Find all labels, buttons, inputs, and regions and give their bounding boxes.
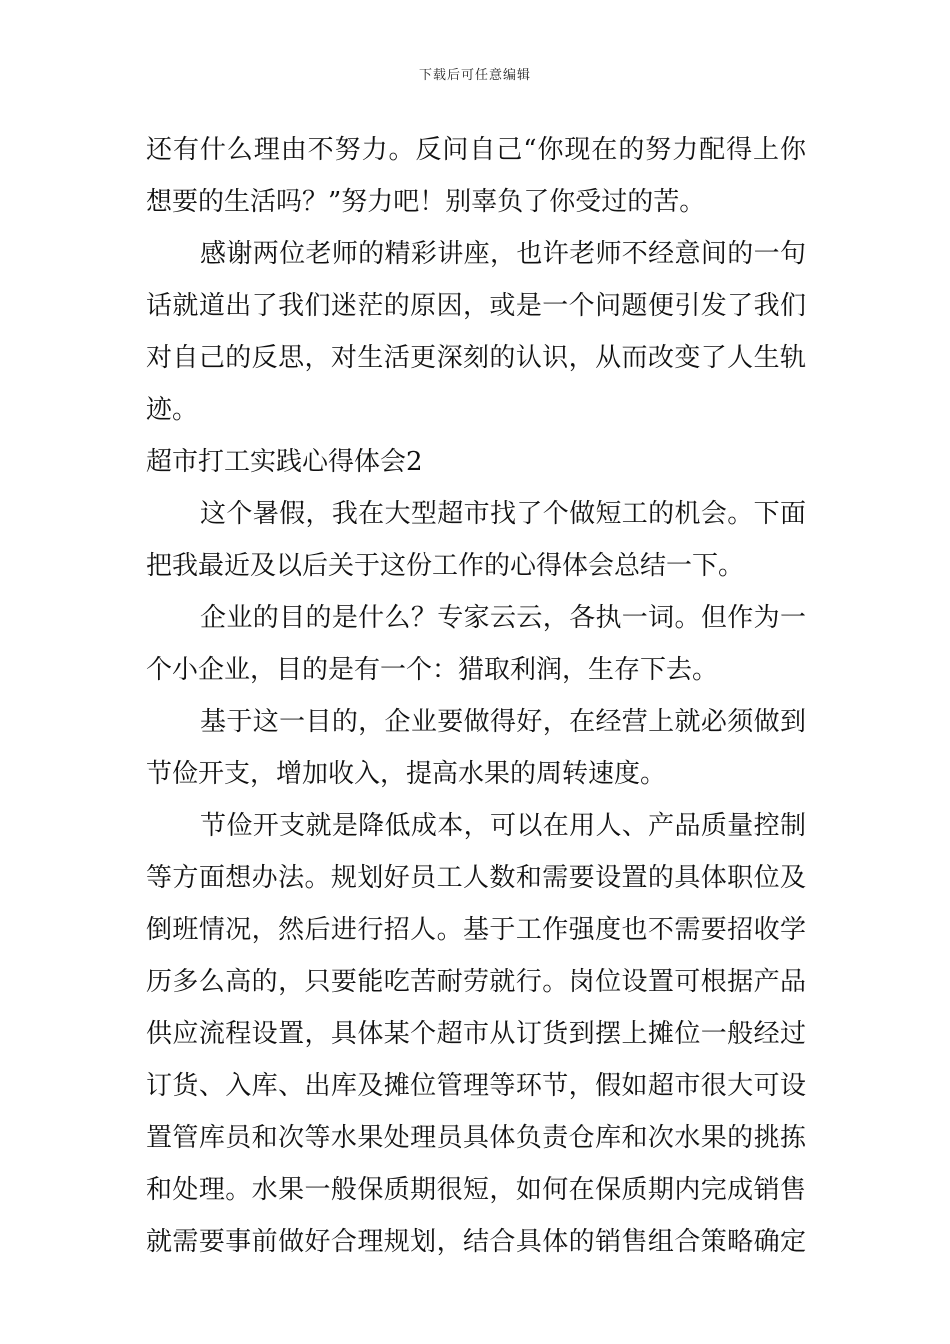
text-line: 置管库员和次等水果处理员具体负责仓库和次水果的挑拣 (146, 1123, 806, 1153)
paragraph-first-line: 企业的目的是什么？专家云云，各执一词。但作为一 (200, 603, 806, 633)
text-line: 等方面想办法。规划好员工人数和需要设置的具体职位及 (146, 863, 806, 893)
text-line: 供应流程设置，具体某个超市从订货到摆上摊位一般经过 (146, 1019, 806, 1049)
text-line: 订货、入库、出库及摊位管理等环节，假如超市很大可设 (146, 1071, 806, 1101)
text-line: 个小企业，目的是有一个：猎取利润，生存下去。 (146, 655, 719, 685)
section-heading: 超市打工实践心得体会2 (146, 447, 423, 477)
text-line: 迹。 (146, 395, 199, 425)
paragraph-first-line: 节俭开支就是降低成本，可以在用人、产品质量控制 (200, 811, 806, 841)
text-line: 和处理。水果一般保质期很短，如何在保质期内完成销售 (146, 1175, 806, 1205)
text-line: 想要的生活吗？”努力吧！别辜负了你受过的苦。 (146, 187, 706, 217)
text-line: 倒班情况，然后进行招人。基于工作强度也不需要招收学 (146, 915, 806, 945)
text-line: 节俭开支，增加收入，提高水果的周转速度。 (146, 759, 667, 789)
paragraph-first-line: 这个暑假，我在大型超市找了个做短工的机会。下面 (200, 499, 806, 529)
text-line: 话就道出了我们迷茫的原因，或是一个问题便引发了我们 (146, 291, 806, 321)
text-line: 历多么高的，只要能吃苦耐劳就行。岗位设置可根据产品 (146, 967, 806, 997)
paragraph-first-line: 感谢两位老师的精彩讲座，也许老师不经意间的一句 (200, 239, 806, 269)
document-body (146, 124, 806, 1268)
text-line: 对自己的反思，对生活更深刻的认识，从而改变了人生轨 (146, 343, 806, 373)
text-line: 就需要事前做好合理规划，结合具体的销售组合策略确定 (146, 1227, 806, 1257)
header-note: 下载后可任意编辑 (418, 68, 531, 83)
text-line: 把我最近及以后关于这份工作的心得体会总结一下。 (146, 551, 745, 581)
text-line: 还有什么理由不努力。反问自己“你现在的努力配得上你 (146, 135, 806, 165)
paragraph-first-line: 基于这一目的，企业要做得好，在经营上就必须做到 (200, 707, 806, 737)
